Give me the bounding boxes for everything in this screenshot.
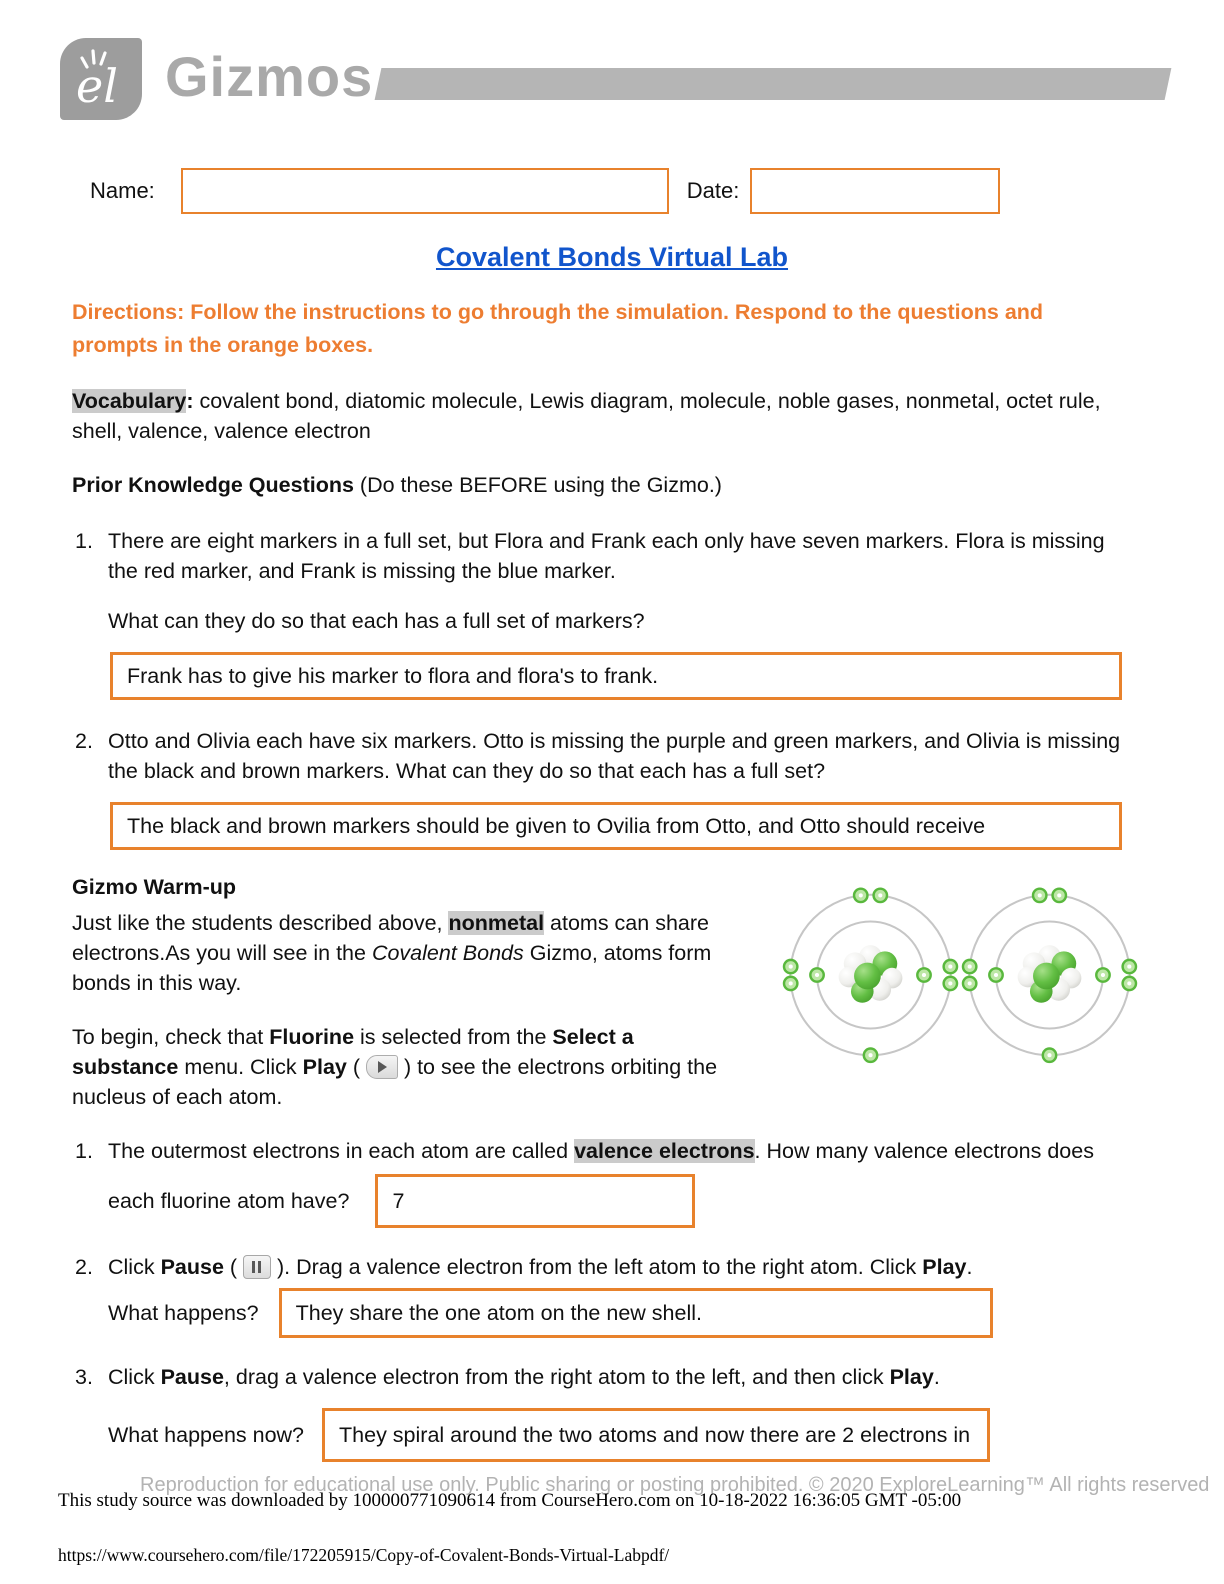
warmup-paragraph-2 <box>72 1022 744 1112</box>
warmup-answer-row-1 <box>108 1174 1224 1228</box>
text-segment: . <box>966 1255 973 1279</box>
warmup-question-3 <box>75 1362 1152 1392</box>
bold-term: Fluorine <box>269 1025 355 1049</box>
text-segment: Gizmo, atoms form bonds in this way. <box>72 941 712 995</box>
text-segment: Just like the students described above, <box>72 911 449 935</box>
text-segment: ( <box>346 1055 366 1079</box>
source-url[interactable]: https://www.coursehero.com/file/172205915/Copy-of-Covalent-Bonds-Virtual-Labpdf/ <box>58 1545 670 1565</box>
warmup-section <box>72 872 1152 1112</box>
question-number: 2. <box>75 729 93 753</box>
pk-question-1 <box>75 526 1152 586</box>
text-segment: atoms can share electrons.As you will see in the <box>72 911 709 965</box>
text-segment: ) to see the electrons orbiting the nucleus of each atom. <box>72 1055 718 1109</box>
warmup-question-2 <box>75 1252 1152 1282</box>
question-text: Otto and Olivia each have six markers. Otto is missing the purple and green markers, and Olivia is missing the black and brown markers. What can they do so that each has a full set? <box>108 729 1121 783</box>
warmup-paragraph-1 <box>72 908 744 998</box>
header <box>60 38 1224 120</box>
bold-term: Play <box>922 1255 967 1279</box>
question-number: 2. <box>75 1255 93 1279</box>
name-field[interactable] <box>181 168 669 214</box>
question-number: 3. <box>75 1365 93 1389</box>
date-field[interactable] <box>750 168 1000 214</box>
text-segment: , drag a valence electron from the right atom to the left, and then click <box>223 1365 890 1389</box>
atoms-svg <box>780 878 1140 1072</box>
name-label: Name: <box>90 178 155 203</box>
text-segment: ( <box>223 1255 244 1279</box>
vocabulary-colon: : <box>186 389 194 413</box>
warmup-answer-row-2 <box>108 1288 1224 1338</box>
text-segment: Click <box>108 1255 161 1279</box>
page-title[interactable]: Covalent Bonds Virtual Lab <box>435 242 789 272</box>
bold-term: Play <box>889 1365 934 1389</box>
bold-term: Select a substance <box>72 1025 634 1079</box>
pk-answer-2[interactable]: The black and brown markers should be given to Ovilia from Otto, and Otto should receive <box>110 802 1122 850</box>
question-text: There are eight markers in a full set, but Flora and Frank each only have seven markers. Flora is missing the red marker, and Frank is missing the blue marker. <box>108 529 1105 583</box>
text-segment: Click <box>108 1365 161 1389</box>
bold-term: Pause <box>160 1255 224 1279</box>
answer-prompt: What happens now? <box>108 1423 305 1447</box>
warmup-answer-2[interactable]: They share the one atom on the new shell. <box>279 1288 993 1338</box>
question-text <box>108 1252 973 1282</box>
prior-knowledge-heading <box>72 470 1152 500</box>
warmup-question-1 <box>75 1136 1152 1166</box>
date-label: Date: <box>686 178 740 203</box>
vocabulary-list: covalent bond, diatomic molecule, Lewis diagram, molecule, noble gases, nonmetal, octet rule, shell, valence, valence electron <box>72 389 1101 443</box>
pause-icon <box>243 1255 271 1279</box>
brand-bar <box>375 68 1172 100</box>
bold-term: Play <box>302 1055 347 1079</box>
rights-notice: Reproduction for educational use only. Public sharing or posting prohibited. © 2020 ExploreLearning™ All rights reserved <box>140 1474 1210 1496</box>
vocabulary-paragraph <box>72 386 1117 446</box>
text-segment: is selected from the <box>354 1025 553 1049</box>
warmup-answer-row-3 <box>108 1408 1224 1462</box>
play-icon <box>366 1055 398 1079</box>
download-notice: This study source was downloaded by 100000771090614 from CourseHero.com on 10-18-2022 16:36:05 GMT -05:00 <box>58 1490 962 1511</box>
logo-monogram-icon <box>60 38 142 120</box>
name-date-row <box>90 168 1224 214</box>
warmup-answer-3[interactable]: They spiral around the two atoms and now there are 2 electrons in <box>322 1408 990 1462</box>
pk-question-2 <box>75 726 1152 786</box>
directions-text: Directions: Follow the instructions to go through the simulation. Respond to the questions and prompts in the orange boxes. <box>72 300 1044 357</box>
bold-term: Pause <box>160 1365 224 1389</box>
text-segment: . How many valence electrons does <box>754 1139 1094 1163</box>
logo-monogram-text: el <box>76 59 118 113</box>
warmup-answer-1[interactable]: 7 <box>375 1174 695 1228</box>
pk-question-1-followup: What can they do so that each has a full set of markers? <box>108 609 645 633</box>
warmup-heading: Gizmo Warm-up <box>72 875 237 899</box>
answer-prompt: each fluorine atom have? <box>108 1189 350 1213</box>
answer-prompt: What happens? <box>108 1301 259 1325</box>
text-segment: menu. Click <box>178 1055 303 1079</box>
brand-name: Gizmos <box>165 45 374 108</box>
question-text <box>108 1136 1094 1166</box>
text-segment: ). Drag a valence electron from the left atom to the right atom. Click <box>271 1255 923 1279</box>
text-segment: To begin, check that <box>72 1025 270 1049</box>
atom-right <box>963 889 1136 1062</box>
explorelearning-logo <box>60 38 142 120</box>
gizmo-name-italic: Covalent Bonds <box>371 941 524 965</box>
pk-answer-1[interactable]: Frank has to give his marker to flora and flora's to frank. <box>110 652 1122 700</box>
atom-left <box>784 889 957 1062</box>
highlighted-term: nonmetal <box>448 911 545 935</box>
text-segment: The outermost electrons in each atom are called <box>108 1139 575 1163</box>
question-number: 1. <box>75 1139 93 1163</box>
prior-knowledge-bold: Prior Knowledge Questions <box>72 473 354 497</box>
prior-knowledge-rest: (Do these BEFORE using the Gizmo.) <box>353 473 722 497</box>
highlighted-term: valence electrons <box>574 1139 755 1163</box>
text-segment: . <box>933 1365 940 1389</box>
question-text <box>108 1362 940 1392</box>
question-number: 1. <box>75 529 93 553</box>
vocabulary-term: Vocabulary <box>72 389 187 413</box>
fluorine-atoms-illustration <box>780 878 1152 1080</box>
